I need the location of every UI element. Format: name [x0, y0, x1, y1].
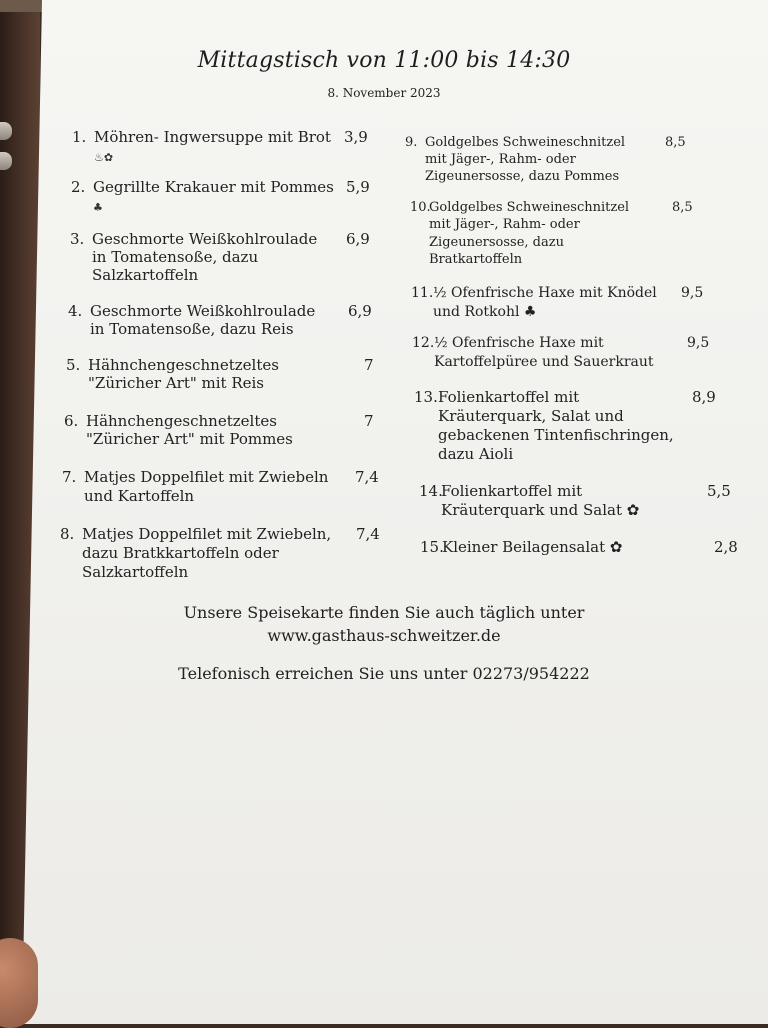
item-text-line: Geschmorte Weißkohlroulade — [92, 230, 318, 248]
menu-item-9 — [405, 134, 695, 190]
item-number: 11. — [411, 285, 434, 301]
menu-item-1 — [72, 128, 372, 168]
item-text-line: "Züricher Art" mit Reis — [88, 374, 265, 392]
menu-item-6 — [64, 412, 378, 452]
item-price: 5,9 — [346, 178, 370, 196]
item-price: 7 — [364, 356, 374, 374]
item-text-line: ½ Ofenfrische Haxe mit Knödel — [433, 285, 657, 301]
finger-holding-menu — [0, 938, 38, 1028]
item-price: 8,5 — [665, 135, 686, 150]
item-price: 3,9 — [344, 128, 368, 146]
item-text-line: Kräuterquark, Salat und — [438, 407, 624, 425]
item-price: 5,5 — [707, 482, 731, 500]
item-text-line: Zigeunersosse, dazu Pommes — [425, 169, 620, 184]
menu-item-2 — [71, 178, 371, 218]
item-number: 15. — [420, 538, 444, 556]
footer-info-line: Unsere Speisekarte finden Sie auch täglich unter — [183, 603, 585, 622]
item-text-line: Kleiner Beilagensalat ✿ — [442, 538, 623, 556]
item-text-line: Gegrillte Krakauer mit Pommes — [93, 178, 334, 196]
item-text-line: Matjes Doppelfilet mit Zwiebeln, — [82, 525, 332, 543]
item-price: 9,5 — [681, 285, 704, 301]
menu-item-13 — [414, 388, 719, 468]
item-text-line: Salzkartoffeln — [82, 563, 189, 581]
item-text-line: Bratkartoffeln — [429, 252, 523, 267]
menu-item-4 — [68, 302, 373, 342]
item-text-line: Goldgelbes Schweineschnitzel — [425, 135, 626, 150]
item-number: 3. — [70, 230, 85, 248]
item-text-line: und Rotkohl ♣ — [433, 304, 537, 320]
item-price: 7 — [364, 412, 374, 430]
item-text-line: dazu Bratkkartoffeln oder — [82, 544, 279, 562]
item-text-line: Hähnchengeschnetzeltes — [88, 356, 279, 374]
pork-icon: ♣ — [93, 201, 103, 214]
phone-contact-line: Telefonisch erreichen Sie uns unter 02273/954222 — [178, 664, 590, 683]
item-number: 12. — [412, 335, 435, 351]
item-text-line: Möhren- Ingwersuppe mit Brot — [94, 128, 331, 146]
website-link[interactable]: www.gasthaus-schweitzer.de — [267, 626, 501, 645]
item-text-line: dazu Aioli — [438, 445, 514, 463]
item-price: 6,9 — [346, 230, 370, 248]
item-price: 2,8 — [714, 538, 738, 556]
menu-item-11 — [411, 284, 711, 324]
item-number: 5. — [66, 356, 81, 374]
item-text-line: in Tomatensoße, dazu — [92, 248, 259, 266]
item-number: 4. — [68, 302, 83, 320]
item-price: 8,9 — [692, 388, 716, 406]
item-price: 8,5 — [672, 200, 693, 215]
item-text-line: Folienkartoffel mit — [441, 482, 583, 500]
item-number: 7. — [62, 468, 77, 486]
item-number: 13. — [414, 388, 438, 406]
item-text-line: ½ Ofenfrische Haxe mit — [434, 335, 604, 351]
item-number: 14. — [419, 482, 443, 500]
menu-item-14 — [419, 482, 739, 522]
menu-title: Mittagstisch von 11:00 bis 14:30 — [197, 48, 571, 73]
item-text-line: Zigeunersosse, dazu — [429, 235, 564, 250]
menu-item-10 — [410, 199, 700, 271]
menu-item-12 — [412, 334, 712, 374]
item-text-line: Matjes Doppelfilet mit Zwiebeln — [84, 468, 329, 486]
vegetarian-icon: ♨✿ — [94, 151, 114, 164]
menu-item-8 — [60, 525, 380, 585]
item-text-line: Hähnchengeschnetzeltes — [86, 412, 277, 430]
item-number: 8. — [60, 525, 75, 543]
item-text-line: mit Jäger-, Rahm- oder — [429, 217, 580, 232]
item-text-line: Salzkartoffeln — [92, 266, 199, 284]
item-number: 2. — [71, 178, 86, 196]
item-text-line: Goldgelbes Schweineschnitzel — [429, 200, 630, 215]
item-price: 9,5 — [687, 335, 710, 351]
item-text-line: und Kartoffeln — [84, 487, 195, 505]
item-text-line: Geschmorte Weißkohlroulade — [90, 302, 316, 320]
item-text-line: mit Jäger-, Rahm- oder — [425, 152, 576, 167]
item-number: 6. — [64, 412, 79, 430]
item-number: 10. — [410, 200, 431, 215]
item-number: 1. — [72, 128, 87, 146]
item-text-line: in Tomatensoße, dazu Reis — [90, 320, 294, 338]
menu-item-3 — [70, 230, 370, 290]
item-text-line: Folienkartoffel mit — [438, 388, 580, 406]
item-price: 6,9 — [348, 302, 372, 320]
menu-item-5 — [66, 356, 378, 396]
item-text-line: Kartoffelpüree und Sauerkraut — [434, 354, 654, 370]
menu-date: 8. November 2023 — [327, 86, 441, 100]
item-text-line: Kräuterquark und Salat ✿ — [441, 501, 640, 519]
item-text-line: gebackenen Tintenfischringen, — [438, 426, 674, 444]
menu-item-7 — [62, 468, 380, 508]
item-price: 7,4 — [355, 468, 379, 486]
item-price: 7,4 — [356, 525, 380, 543]
item-text-line: "Züricher Art" mit Pommes — [86, 430, 293, 448]
item-number: 9. — [405, 135, 418, 150]
menu-item-15 — [420, 538, 745, 562]
